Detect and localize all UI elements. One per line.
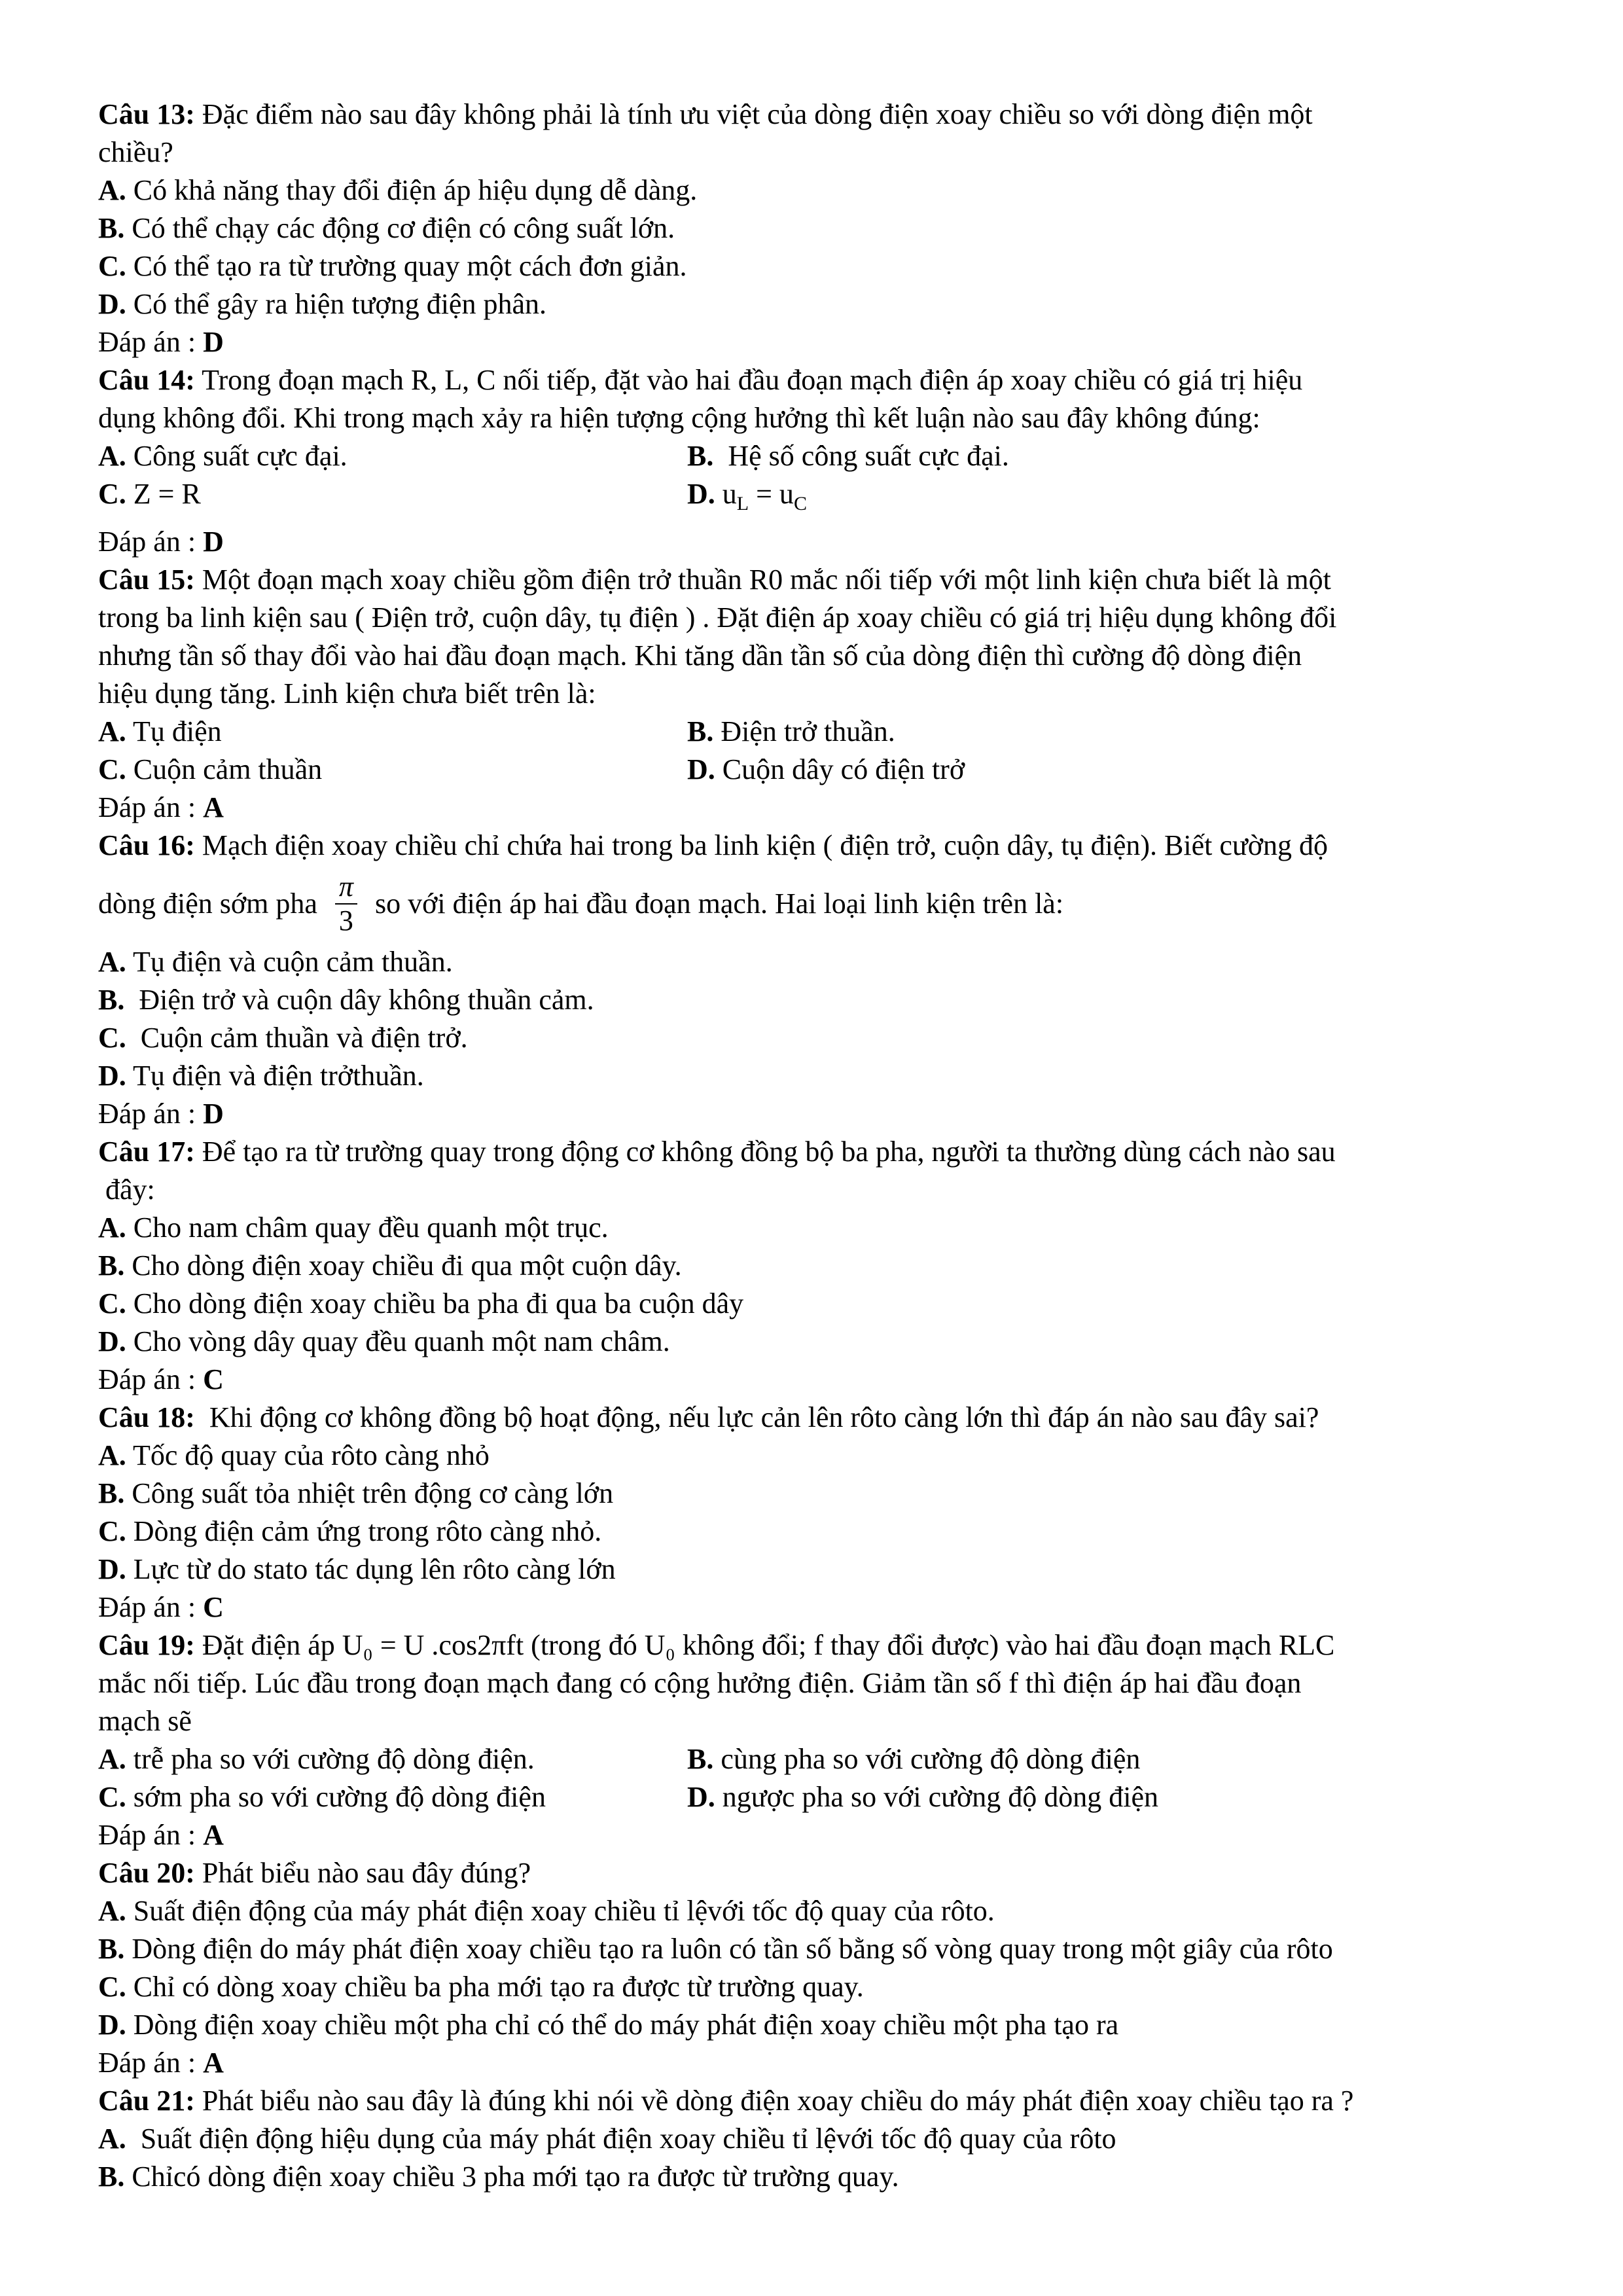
option-a: A. Cho nam châm quay đều quanh một trục.: [98, 1211, 609, 1244]
question-label: Câu 17:: [98, 1135, 195, 1168]
option-a: A. Có khả năng thay đổi điện áp hiệu dụng dễ dàng.: [98, 174, 698, 206]
answer-value: D: [203, 525, 224, 558]
option-b: B. Dòng điện do máy phát điện xoay chiều tạo ra luôn có tần số bằng số vòng quay trong một giây của rôto: [98, 1932, 1333, 1965]
question-stem-line: Câu 17: Để tạo ra từ trường quay trong động cơ không đồng bộ ba pha, người ta thường dùng cách nào sau: [98, 1135, 1336, 1168]
answer-value: D: [203, 1097, 224, 1130]
question-stem-line: chiều?: [98, 136, 173, 168]
answer-line: Đáp án : A: [98, 791, 224, 823]
question-stem-line: Câu 14: Trong đoạn mạch R, L, C nối tiếp, đặt vào hai đầu đoạn mạch điện áp xoay chiều có giá trị hiệu: [98, 364, 1303, 396]
answer-line: Đáp án : C: [98, 1590, 224, 1623]
question-stem-line: mạch sẽ: [98, 1704, 192, 1737]
option-b: B. cùng pha so với cường độ dòng điện: [687, 1742, 1141, 1775]
fraction-pi-over-3: $\frac{\pi}{3}$: [335, 870, 357, 937]
answer-value: A: [203, 2046, 224, 2079]
options-row: [98, 1778, 1538, 1816]
question-19: [98, 1626, 1538, 1854]
option-a: A. Suất điện động của máy phát điện xoay chiều tỉ lệvới tốc độ quay của rôto.: [98, 1894, 995, 1927]
option-d: D. Lực từ do stato tác dụng lên rôto càng lớn: [98, 1552, 616, 1585]
option-d: D. Tụ điện và điện trởthuần.: [98, 1059, 424, 1092]
question-15: [98, 561, 1538, 827]
options-row: [98, 751, 1538, 789]
question-stem-line: Câu 20: Phát biểu nào sau đây đúng?: [98, 1856, 531, 1889]
question-stem-line: mắc nối tiếp. Lúc đầu trong đoạn mạch đang có cộng hưởng điện. Giảm tần số f thì điện áp hai đầu đoạn: [98, 1666, 1302, 1699]
question-20: [98, 1854, 1538, 2082]
question-13: [98, 96, 1538, 361]
question-stem-line: hiệu dụng tăng. Linh kiện chưa biết trên là:: [98, 677, 596, 709]
option-a: A. Tụ điện: [98, 715, 222, 747]
option-b: B. Hệ số công suất cực đại.: [687, 440, 1009, 472]
question-stem-line: dụng không đổi. Khi trong mạch xảy ra hiện tượng cộng hưởng thì kết luận nào sau đây không đúng:: [98, 402, 1260, 434]
answer-value: C: [203, 1590, 224, 1623]
option-c: C. Cuộn cảm thuần và điện trở.: [98, 1021, 468, 1054]
question-16: [98, 827, 1538, 1133]
option-a: A. Tốc độ quay của rôto càng nhỏ: [98, 1439, 490, 1471]
option-b: B. Công suất tỏa nhiệt trên động cơ càng lớn: [98, 1477, 614, 1509]
option-a: A. Tụ điện và cuộn cảm thuần.: [98, 945, 453, 978]
option-d: D. Cuộn dây có điện trở: [687, 753, 965, 785]
question-stem-line: dòng điện sớm pha $\frac{\pi}{3}$ so với điện áp hai đầu đoạn mạch. Hai loại linh kiện trên là:: [98, 870, 1064, 937]
question-label: Câu 15:: [98, 563, 195, 596]
answer-line: Đáp án : A: [98, 2046, 224, 2079]
question-stem-line: Câu 13: Đặc điểm nào sau đây không phải là tính ưu việt của dòng điện xoay chiều so với dòng điện một: [98, 98, 1313, 130]
question-stem-line: Câu 16: Mạch điện xoay chiều chỉ chứa hai trong ba linh kiện ( điện trở, cuộn dây, tụ điện). Biết cường độ: [98, 829, 1329, 861]
question-stem-line: trong ba linh kiện sau ( Điện trở, cuộn dây, tụ điện ) . Đặt điện áp xoay chiều có giá trị hiệu dụng không đổi: [98, 601, 1337, 634]
answer-value: A: [203, 1818, 224, 1851]
options-row: [98, 475, 1538, 523]
question-label: Câu 16:: [98, 829, 195, 861]
question-stem-line: nhưng tần số thay đổi vào hai đầu đoạn mạch. Khi tăng dần tần số của dòng điện thì cường độ dòng điện: [98, 639, 1302, 672]
question-label: Câu 18:: [98, 1401, 195, 1433]
question-label: Câu 20:: [98, 1856, 195, 1889]
option-d: D. Cho vòng dây quay đều quanh một nam châm.: [98, 1325, 670, 1357]
options-row: [98, 437, 1538, 475]
option-c: C. Chỉ có dòng xoay chiều ba pha mới tạo ra được từ trường quay.: [98, 1970, 864, 2003]
answer-line: Đáp án : A: [98, 1818, 224, 1851]
option-d: D. Dòng điện xoay chiều một pha chỉ có thể do máy phát điện xoay chiều một pha tạo ra: [98, 2008, 1119, 2041]
option-b: B. Chỉcó dòng điện xoay chiều 3 pha mới tạo ra được từ trường quay.: [98, 2160, 899, 2193]
question-21: [98, 2082, 1538, 2196]
option-b: B. Điện trở và cuộn dây không thuần cảm.: [98, 983, 594, 1016]
option-c: C. Dòng điện cảm ứng trong rôto càng nhỏ.: [98, 1515, 602, 1547]
option-c: C. sớm pha so với cường độ dòng điện: [98, 1780, 546, 1813]
question-stem-line: Câu 21: Phát biểu nào sau đây là đúng khi nói về dòng điện xoay chiều do máy phát điện xoay chiều tạo ra ?: [98, 2084, 1354, 2117]
question-stem-line: Câu 18: Khi động cơ không đồng bộ hoạt động, nếu lực cản lên rôto càng lớn thì đáp án nào sau đây sai?: [98, 1401, 1319, 1433]
option-a: A. trễ pha so với cường độ dòng điện.: [98, 1742, 535, 1775]
question-stem-line: đây:: [98, 1173, 155, 1206]
option-b: B. Điện trở thuần.: [687, 715, 895, 747]
answer-line: Đáp án : C: [98, 1363, 224, 1395]
question-label: Câu 19:: [98, 1628, 195, 1661]
question-14: [98, 361, 1538, 561]
question-stem-line: Câu 15: Một đoạn mạch xoay chiều gồm điện trở thuần R0 mắc nối tiếp với một linh kiện chưa biết là một: [98, 563, 1331, 596]
answer-line: Đáp án : D: [98, 525, 224, 558]
question-17: [98, 1133, 1538, 1399]
question-stem-line: Câu 19: Đặt điện áp U₀ = U .cos2πft (trong đó U₀ không đổi; f thay đổi được) vào hai đầu đoạn mạch RLC: [98, 1628, 1335, 1661]
document-page: [98, 96, 1538, 2196]
answer-value: D: [203, 326, 224, 358]
option-d: D. $u_L = u_C$: [687, 478, 807, 514]
option-b: B. Có thể chạy các động cơ điện có công suất lớn.: [98, 212, 675, 244]
option-d: D. Có thể gây ra hiện tượng điện phân.: [98, 288, 546, 320]
option-a: A. Suất điện động hiệu dụng của máy phát điện xoay chiều tỉ lệvới tốc độ quay của rôto: [98, 2122, 1116, 2155]
option-a: A. Công suất cực đại.: [98, 440, 348, 472]
option-c: C. Cho dòng điện xoay chiều ba pha đi qua ba cuộn dây: [98, 1287, 744, 1319]
option-b: B. Cho dòng điện xoay chiều đi qua một cuộn dây.: [98, 1249, 682, 1282]
answer-value: C: [203, 1363, 224, 1395]
answer-value: A: [203, 791, 224, 823]
question-label: Câu 14:: [98, 364, 195, 396]
option-c: C. Có thể tạo ra từ trường quay một cách đơn giản.: [98, 250, 687, 282]
question-label: Câu 13:: [98, 98, 195, 130]
answer-line: Đáp án : D: [98, 1097, 224, 1130]
options-row: [98, 713, 1538, 751]
question-label: Câu 21:: [98, 2084, 195, 2117]
option-d: D. ngược pha so với cường độ dòng điện: [687, 1780, 1158, 1813]
option-c: C. Cuộn cảm thuần: [98, 753, 323, 785]
option-c: C. Z = R: [98, 478, 201, 510]
options-row: [98, 1740, 1538, 1778]
question-18: [98, 1399, 1538, 1626]
answer-line: Đáp án : D: [98, 326, 224, 358]
